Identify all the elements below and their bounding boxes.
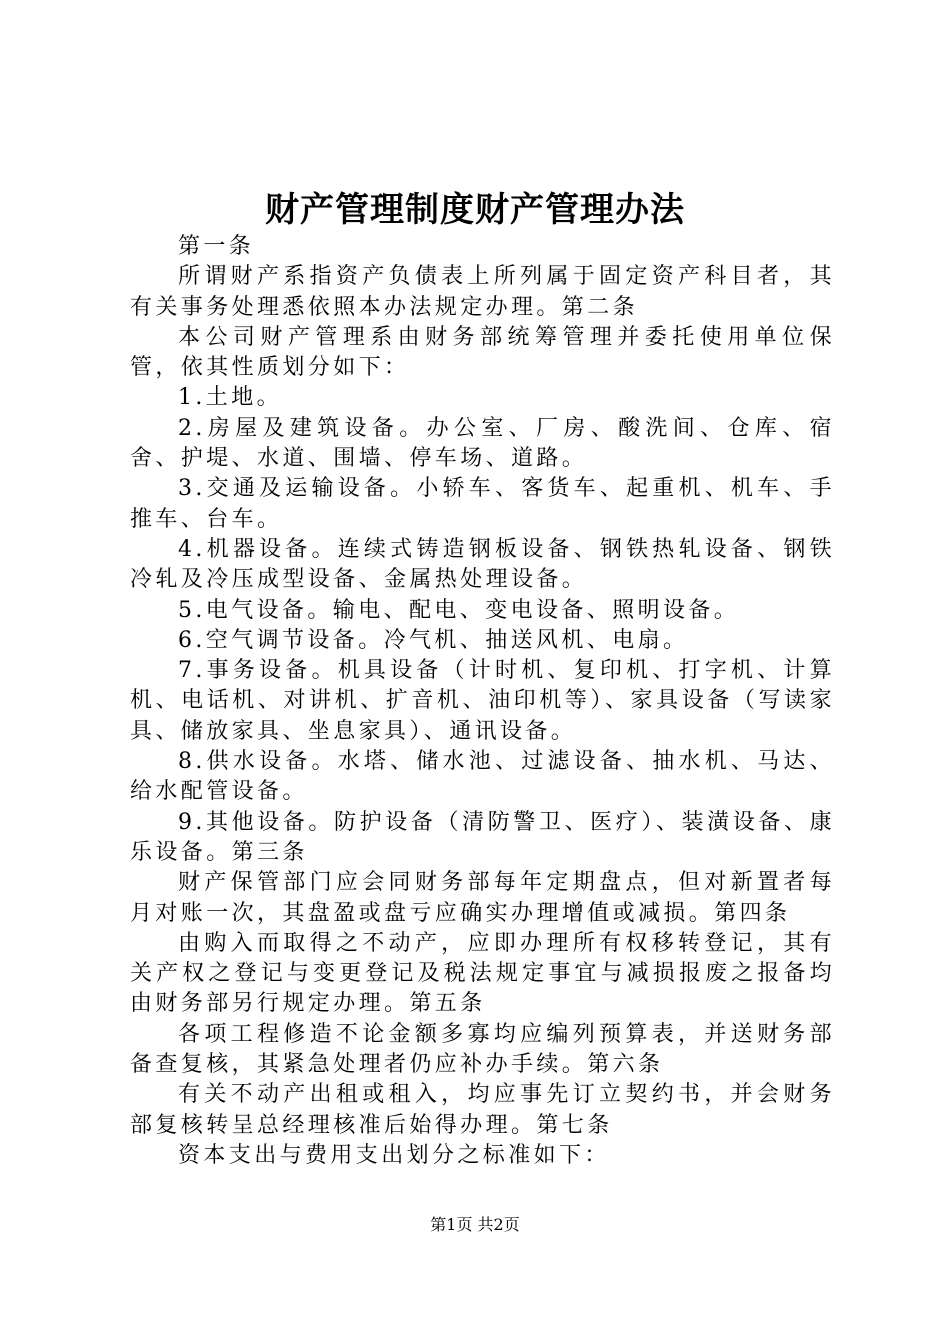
paragraph: 4.机器设备。连续式铸造钢板设备、钢铁热轧设备、钢铁冷轧及冷压成型设备、金属热处理设备。: [130, 536, 835, 593]
paragraph: 5.电气设备。输电、配电、变电设备、照明设备。: [178, 597, 740, 623]
paragraph: 有关不动产出租或租入，均应事先订立契约书，并会财务部复核转呈总经理核准后始得办理。第七条: [130, 1082, 835, 1138]
paragraph: 6.空气调节设备。冷气机、抽送风机、电扇。: [178, 627, 689, 653]
paragraph: 3.交通及运输设备。小轿车、客货车、起重机、机车、手推车、台车。: [130, 476, 835, 532]
paragraph: 7.事务设备。机具设备（计时机、复印机、打字机、计算机、电话机、对讲机、扩音机、油印机等）、家具设备（写读家具、储放家具、坐息家具）、通讯设备。: [130, 658, 835, 744]
paragraph: 本公司财产管理系由财务部统筹管理并委托使用单位保管，依其性质划分如下：: [130, 324, 835, 381]
paragraph: 由购入而取得之不动产，应即办理所有权移转登记，其有关产权之登记与变更登记及税法规定事宜与减损报废之报备均由财务部另行规定办理。第五条: [130, 930, 835, 1017]
paragraph: 各项工程修造不论金额多寡均应编列预算表，并送财务部备查复核，其紧急处理者仍应补办手续。第六条: [130, 1021, 835, 1078]
paragraph: 财产保管部门应会同财务部每年定期盘点，但对新置者每月对账一次，其盘盈或盘亏应确实办理增值或减损。第四条: [130, 870, 835, 926]
paragraph: 所谓财产系指资产负债表上所列属于固定资产科目者，其有关事务处理悉依照本办法规定办理。第二条: [130, 264, 835, 320]
paragraph: 8.供水设备。水塔、储水池、过滤设备、抽水机、马达、给水配管设备。: [130, 749, 835, 805]
page-number-footer: 第1页 共2页: [430, 1215, 520, 1234]
document-body: [130, 232, 835, 1171]
paragraph: 1.土地。: [178, 385, 282, 411]
paragraph: 第一条: [178, 234, 255, 259]
document-title: 财产管理制度财产管理办法: [265, 190, 685, 230]
paragraph: 9.其他设备。防护设备（清防警卫、医疗）、装潢设备、康乐设备。第三条: [130, 809, 835, 865]
paragraph: 资本支出与费用支出划分之标准如下：: [178, 1142, 610, 1168]
paragraph: 2.房屋及建筑设备。办公室、厂房、酸洗间、仓库、宿舍、护堤、水道、围墙、停车场、道路。: [130, 415, 835, 472]
